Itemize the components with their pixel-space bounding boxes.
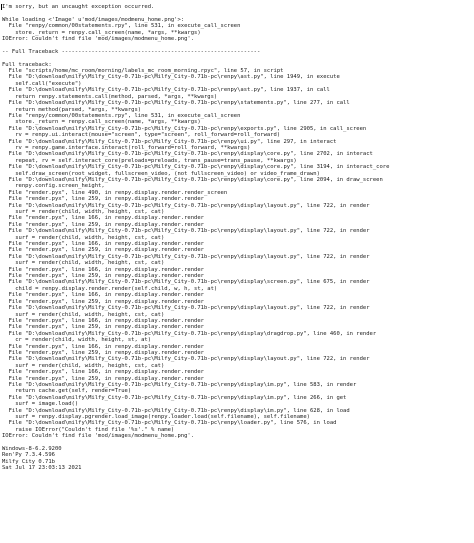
log-line: File "render.pyx", line 166, in renpy.display.render.render <box>2 343 204 350</box>
log-line: File "D:\download\milfy\Milfy_City-0.71b-pc\Milfy_City-0.71b-pc\renpy\display\im.py", line 628, in load <box>2 407 350 414</box>
log-line: File "render.pyx", line 259, in renpy.display.render.render <box>2 247 204 254</box>
log-line: return method(parsed, *args, **kwargs) <box>2 106 142 113</box>
log-line: While loading <'Image' u'mod/images/modmenu_home.png'>: <box>2 16 185 23</box>
log-line: File "render.pyx", line 259, in renpy.display.render.render <box>2 221 204 228</box>
log-line: File "D:\download\milfy\Milfy_City-0.71b-pc\Milfy_City-0.71b-pc\renpy\display\im.py", line 583, in render <box>2 381 357 388</box>
log-line: File "D:\download\milfy\Milfy_City-0.71b-pc\Milfy_City-0.71b-pc\renpy\display\layout.py", line 722, in render <box>2 253 370 260</box>
log-line: rv = renpy.game.interface.interact(roll_forward=roll_forward, **kwargs) <box>2 144 251 151</box>
log-line: File "render.pyx", line 166, in renpy.display.render.render <box>2 266 204 273</box>
log-line: surf = render(child, width, height, cst, cat) <box>2 311 165 318</box>
log-line: child = renpy.display.render.render(self.child, w, h, st, at) <box>2 285 218 292</box>
log-line: File "D:\download\milfy\Milfy_City-0.71b-pc\Milfy_City-0.71b-pc\renpy\display\core.py", line 2702, in interact <box>2 151 373 158</box>
log-line: surf = image.load() <box>2 401 79 408</box>
log-line: store._return = renpy.call_screen(name, *args, **kwargs) <box>2 29 201 36</box>
log-line: File "render.pyx", line 259, in renpy.display.render.render <box>2 375 204 382</box>
log-line: cr = render(child, width, height, st, at) <box>2 337 152 344</box>
traceback-log[interactable] <box>2 4 472 540</box>
log-line: File "render.pyx", line 259, in renpy.display.render.render <box>2 273 204 280</box>
log-line: Windows-8-6.2.9200 <box>2 446 62 453</box>
log-line: File "render.pyx", line 259, in renpy.display.render.render <box>2 349 204 356</box>
log-line: File "render.pyx", line 259, in renpy.display.render.render <box>2 298 204 305</box>
log-line: self.draw_screen(root_widget, fullscreen_video, (not fullscreen_video) or video_frame_drawn) <box>2 170 320 177</box>
log-line: File "D:\download\milfy\Milfy_City-0.71b-pc\Milfy_City-0.71b-pc\renpy\statements.py", line 277, in call <box>2 100 350 107</box>
log-line: File "D:\download\milfy\Milfy_City-0.71b-pc\Milfy_City-0.71b-pc\renpy\display\core.py", line 2094, in draw_screen <box>2 176 383 183</box>
log-line: File "render.pyx", line 259, in renpy.display.render.render <box>2 196 204 203</box>
log-line: return renpy.statements.call(method, parsed, *args, **kwargs) <box>2 93 218 100</box>
log-line: File "D:\download\milfy\Milfy_City-0.71b-pc\Milfy_City-0.71b-pc\renpy\ast.py", line 1949, in execute <box>2 74 340 81</box>
log-line: File "D:\download\milfy\Milfy_City-0.71b-pc\Milfy_City-0.71b-pc\renpy\ast.py", line 1937, in call <box>2 87 330 94</box>
log-line: File "render.pyx", line 166, in renpy.display.render.render <box>2 241 204 248</box>
log-line: Milfy City 0.71b <box>2 458 55 465</box>
log-line: File "D:\download\milfy\Milfy_City-0.71b-pc\Milfy_City-0.71b-pc\renpy\loader.py", line 576, in load <box>2 420 337 427</box>
log-line: store._return = renpy.call_screen(name, *args, **kwargs) <box>2 119 201 126</box>
log-line: raise IOError("Couldn't find file '%s'." % name) <box>2 426 175 433</box>
log-line: Sat Jul 17 23:03:13 2021 <box>2 465 82 472</box>
log-line: IOError: Couldn't find file 'mod/images/modmenu_home.png'. <box>2 36 195 43</box>
log-line: repeat, rv = self.interact_core(preloads=preloads, trans_pause=trans_pause, **kwargs) <box>2 157 297 164</box>
log-line: Full traceback: <box>2 61 52 68</box>
log-line: Ren'Py 7.3.4.596 <box>2 452 55 459</box>
log-line: File "D:\download\milfy\Milfy_City-0.71b-pc\Milfy_City-0.71b-pc\renpy\display\layout.py", line 722, in render <box>2 228 370 235</box>
log-line: surf = render(child, width, height, cst, cat) <box>2 234 165 241</box>
log-line: File "D:\download\milfy\Milfy_City-0.71b-pc\Milfy_City-0.71b-pc\renpy\ui.py", line 297, in interact <box>2 138 337 145</box>
log-line: return cache.get(self, render=True) <box>2 388 132 395</box>
log-line: IOError: Couldn't find file 'mod/images/modmenu_home.png'. <box>2 433 195 440</box>
log-line: surf = render(child, width, height, cst, cat) <box>2 209 165 215</box>
log-line: File "D:\download\milfy\Milfy_City-0.71b-pc\Milfy_City-0.71b-pc\renpy\display\layout.py", line 722, in render <box>2 356 370 363</box>
log-line: surf = renpy.display.pgrender.load_image(renpy.loader.load(self.filename), self.filename) <box>2 414 310 420</box>
log-line: rv = renpy.ui.interact(mouse="screen", type="screen", roll_forward=roll_forward) <box>2 132 281 139</box>
log-line: File "scripts/home/mc_room/morning/labels_mc_room_morning.rpyc", line 57, in script <box>2 68 284 75</box>
log-line: File "D:\download\milfy\Milfy_City-0.71b-pc\Milfy_City-0.71b-pc\renpy\display\dragdrop.py", line 460, in render <box>2 330 377 337</box>
log-line: File "D:\download\milfy\Milfy_City-0.71b-pc\Milfy_City-0.71b-pc\renpy\display\im.py", line 266, in get <box>2 394 347 401</box>
log-line: renpy.config.screen_height, <box>2 183 105 190</box>
log-line: self.call("execute") <box>2 80 82 87</box>
log-line: File "D:\download\milfy\Milfy_City-0.71b-pc\Milfy_City-0.71b-pc\renpy\display\layout.py", line 722, in render <box>2 305 370 312</box>
log-line: surf = render(child, width, height, cst, cat) <box>2 260 165 267</box>
log-line: File "render.pyx", line 490, in renpy.display.render.render_screen <box>2 189 228 196</box>
log-line: surf = render(child, width, height, cst, cat) <box>2 362 165 369</box>
log-line: File "D:\download\milfy\Milfy_City-0.71b-pc\Milfy_City-0.71b-pc\renpy\exports.py", line 2905, in call_screen <box>2 125 367 132</box>
log-line: File "D:\download\milfy\Milfy_City-0.71b-pc\Milfy_City-0.71b-pc\renpy\display\core.py", line 3194, in interact_core <box>2 164 390 171</box>
log-line: File "render.pyx", line 166, in renpy.display.render.render <box>2 369 204 376</box>
log-line: I'm sorry, but an uncaught exception occurred. <box>2 4 155 10</box>
log-line: -- Full Traceback ------------------------------------------------------------ <box>2 48 261 55</box>
log-line: File "renpy/common/00statements.rpy", line 531, in execute_call_screen <box>2 112 241 119</box>
log-line: File "D:\download\milfy\Milfy_City-0.71b-pc\Milfy_City-0.71b-pc\renpy\display\screen.py", line 675, in render <box>2 279 370 286</box>
log-line: File "D:\download\milfy\Milfy_City-0.71b-pc\Milfy_City-0.71b-pc\renpy\display\layout.py", line 722, in render <box>2 202 370 209</box>
log-line: File "render.pyx", line 166, in renpy.display.render.render <box>2 292 204 299</box>
log-line: File "render.pyx", line 259, in renpy.display.render.render <box>2 324 204 331</box>
log-line: File "render.pyx", line 166, in renpy.display.render.render <box>2 215 204 222</box>
log-line: File "render.pyx", line 166, in renpy.display.render.render <box>2 317 204 324</box>
log-line: File "renpy/common/00statements.rpy", line 531, in execute_call_screen <box>2 23 241 30</box>
